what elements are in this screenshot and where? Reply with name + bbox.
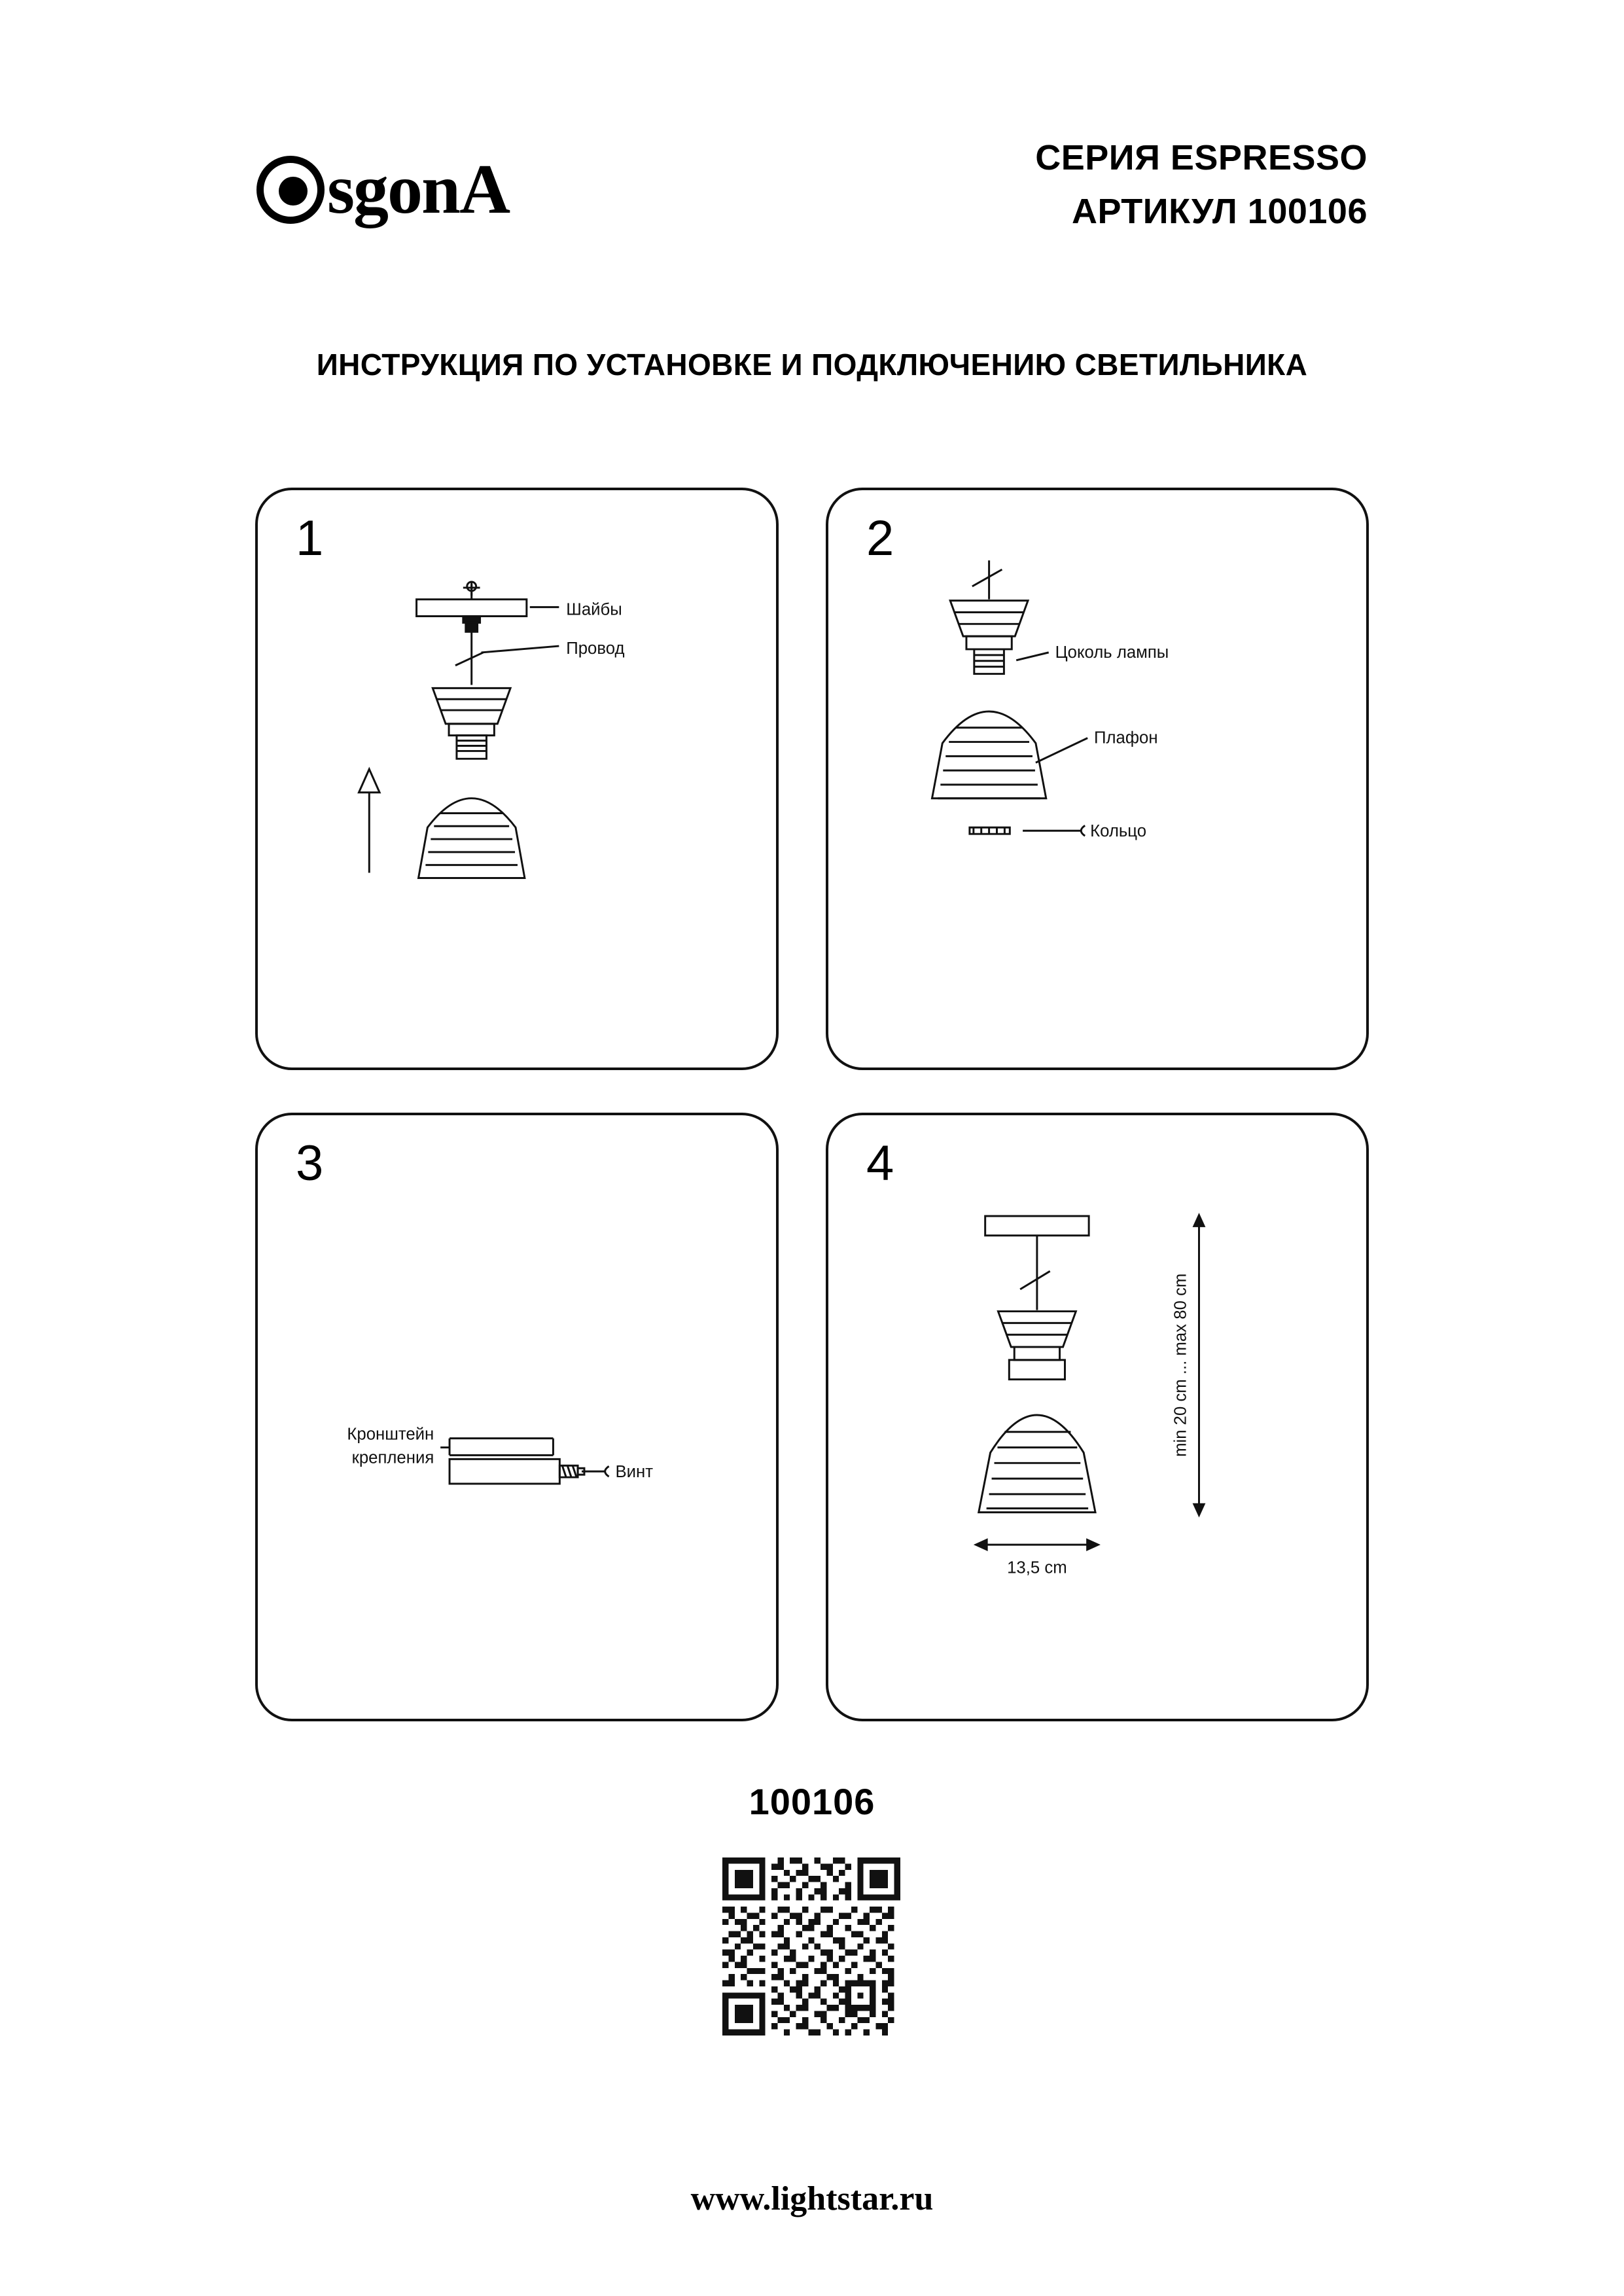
label-screw: Винт (615, 1463, 654, 1482)
article-line: АРТИКУЛ 100106 (1071, 192, 1368, 231)
page-header (255, 131, 1368, 255)
label-socket: Цоколь лампы (1055, 643, 1169, 662)
label-shade: Плафон (1094, 728, 1158, 747)
article-code: 100106 (749, 1781, 875, 1822)
logo-wordmark: sgonA (327, 151, 510, 228)
step-panel-3 (255, 1113, 779, 1721)
figure-step-3 (258, 1115, 776, 1719)
header-product-info (1035, 131, 1368, 238)
step-number-3: 3 (296, 1136, 324, 1191)
label-bracket-line2: крепления (351, 1448, 434, 1467)
logo-dot-icon (279, 177, 308, 206)
label-washers: Шайбы (566, 600, 622, 619)
figure-step-1 (258, 490, 776, 1067)
step-number-4: 4 (866, 1136, 894, 1191)
step-number-2: 2 (866, 511, 894, 566)
figure-step-4 (828, 1115, 1366, 1719)
figure-step-2 (828, 490, 1366, 1067)
website-url[interactable]: www.lightstar.ru (690, 2180, 934, 2217)
step-panel-2 (826, 488, 1369, 1070)
brand-logo (255, 137, 648, 242)
series-line: СЕРИЯ ESPRESSO (1035, 138, 1368, 177)
step-number-1: 1 (296, 511, 324, 566)
page-title: ИНСТРУКЦИЯ ПО УСТАНОВКЕ И ПОДКЛЮЧЕНИЮ СВЕТИЛЬНИКА (316, 348, 1308, 382)
label-width: 13,5 cm (1007, 1558, 1067, 1577)
label-ring: Кольцо (1090, 822, 1147, 841)
step-panel-1 (255, 488, 779, 1070)
label-height: min 20 cm ... max 80 cm (1171, 1273, 1190, 1457)
step-panel-4 (826, 1113, 1369, 1721)
qr-code (722, 1857, 900, 2036)
label-wire: Провод (566, 639, 625, 658)
label-bracket-line1: Кронштейн (347, 1425, 434, 1444)
